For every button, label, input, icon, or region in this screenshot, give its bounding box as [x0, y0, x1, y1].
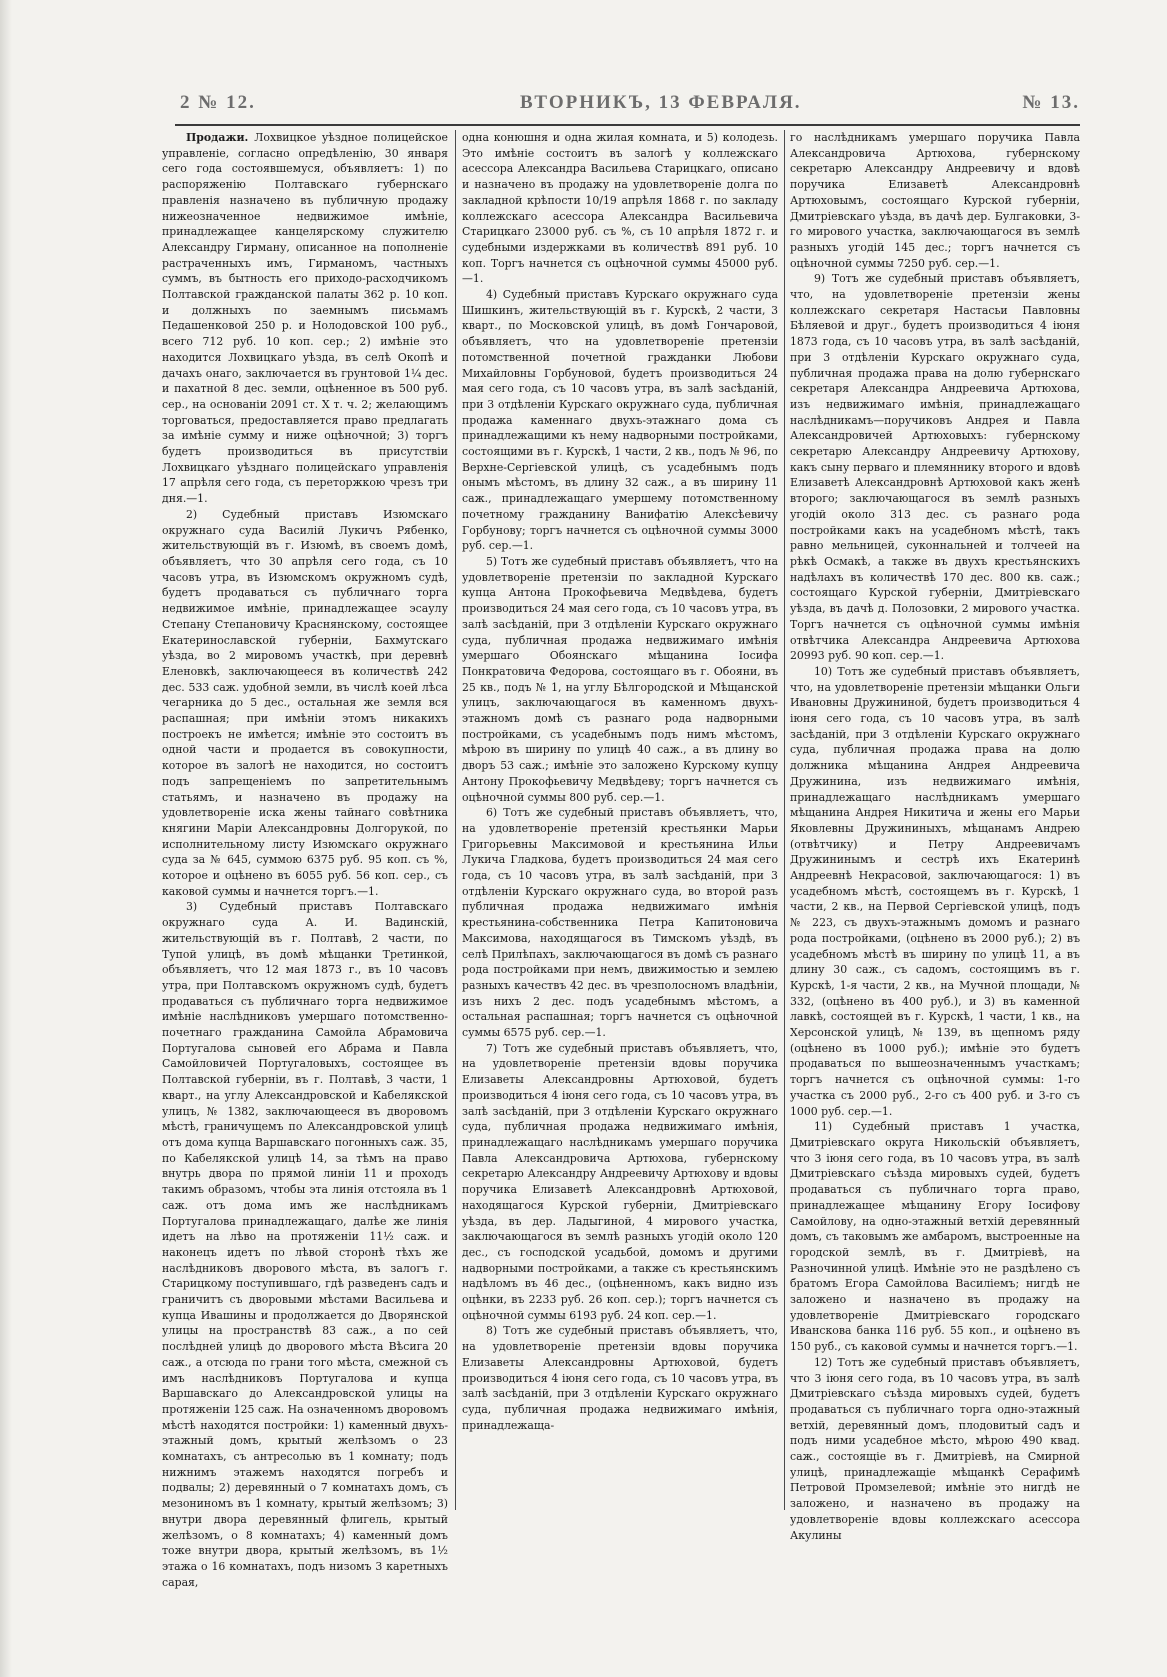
header-page-number: 2 № 12. — [180, 92, 256, 113]
header-date: ВТОРНИКЪ, 13 ФЕВРАЛЯ. — [520, 92, 802, 113]
text-column-1 — [162, 130, 448, 1589]
announcement-text: 5) Тотъ же судебный приставъ объявляетъ, что на удовлетвореніе претензіи по закладной Курскаго купца Антона Прокофьевича Медвѣдева, будетъ производиться 24 мая сего года, съ 10 часовъ утра, въ залѣ засѣданій, при 3 отдѣленіи Курскаго окружнаго суда, публичная продажа недвижимаго имѣнія умершаго Обоянскаго мѣщанина Іосифа Понкратовича Федорова, состоящаго въ г. Обояни, въ 25 кв., подъ № 1, на углу Бѣлгородской и Мѣщанской улицъ, заключающагося въ каменномъ двухъ-этажномъ домѣ съ разнаго рода надворными постройками, съ усадебнымъ подъ нимъ мѣстомъ, мѣрою въ ширину по улицѣ 40 саж., а въ длину во дворъ 53 саж.; имѣніе это заложено Курскому купцу Антону Прокофьевичу Медвѣдеву; торгъ начнется съ оцѣночной суммы 800 руб. сер.—1. — [462, 554, 778, 804]
announcement-paragraph — [462, 1323, 778, 1433]
section-lead: Продажи. — [186, 131, 255, 144]
announcement-text: 10) Тотъ же судебный приставъ объявляетъ, что, на удовлетвореніе претензіи мѣщанки Ольги Ивановны Дружининой, будетъ производиться 4 іюня сего года, съ 10 часовъ утра, въ залѣ засѣданій, при 3 отдѣленіи Курскаго окружнаго суда, публичная продажа права на долю должника мѣщанина Андрея Андреевича Дружинина, изъ недвижимаго имѣнія, принадлежащаго наслѣдникамъ умершаго мѣщанина Андрея Никитича и жены его Марьи Яковлевны Дружининыхъ, мѣщанамъ Андрею (отвѣтчику) и Петру Андреевичамъ Дружининымъ и сестрѣ ихъ Екатеринѣ Андреевнѣ Некрасовой, заключающагося: 1) въ усадебномъ мѣстѣ, состоящемъ въ г. Курскѣ, 1 части, 2 кв., на Первой Сергіевской улицѣ, подъ № 223, съ двухъ-этажнымъ домомъ и разнаго рода постройками, (оцѣнено въ 2000 руб.); 2) въ усадебномъ мѣстѣ въ ширину по улицѣ 11, а въ длину 30 саж., съ садомъ, состоящимъ въ г. Курскѣ, 1-я части, 2 кв., на Мучной площади, № 332, (оцѣнено въ 400 руб.), и 3) въ каменной лавкѣ, состоящей въ г. Курскѣ, 1 части, 1 кв., на Херсонской улицѣ, № 139, въ щепномъ ряду (оцѣнено въ 1000 руб.); имѣніе это будетъ продаваться по вышеозначеннымъ участкамъ; торгъ начнется съ оцѣночной суммы: 1-го участка съ 2000 руб., 2-го съ 400 руб. и 3-го съ 1000 руб. сер.—1. — [790, 664, 1080, 1118]
column-divider — [784, 130, 785, 1510]
announcement-text: 6) Тотъ же судебный приставъ объявляетъ, что, на удовлетвореніе претензій крестьянки Марьи Григорьевны Максимовой и крестьянина Ильи Лукича Гладкова, будетъ производиться 24 мая сего года, съ 10 часовъ утра, въ залѣ засѣданій, при 3 отдѣленіи Курскаго окружнаго суда, во второй разъ публичная продажа недвижимаго имѣнія крестьянина-собственника Петра Капитоновича Максимова, находящагося въ Тимскомъ уѣздѣ, въ селѣ Прилѣпахъ, заключающагося въ домѣ съ разнаго рода постройками при немъ, движимостью и землею разныхъ качествъ 42 дес. въ чрезполосномъ владѣніи, изъ нихъ 2 дес. подъ усадебнымъ мѣстомъ, а остальная распашная; торгъ начнется съ оцѣночной суммы 6575 руб. сер.—1. — [462, 806, 778, 1040]
text-column-2 — [462, 130, 778, 1510]
announcement-text: 12) Тотъ же судебный приставъ объявляетъ, что 3 іюня сего года, въ 10 часовъ утра, въ залѣ Дмитріевскаго съѣзда мировыхъ судей, будетъ продаваться съ публичнаго торга одно-этажный ветхій, деревянный домъ, плодовитый садъ и подъ ними усадебное мѣсто, мѣрою 490 квад. саж., состоящіе въ г. Дмитріевѣ, на Смирной улицѣ, принадлежащіе мѣщанкѣ Серафимѣ Петровой Промзелевой; имѣніе это нигдѣ не заложено, и назначено въ продажу на удовлетвореніе вдовы коллежскаго асессора Акулины — [790, 1355, 1080, 1542]
column-divider — [455, 130, 456, 1510]
announcement-text: Лохвицкое уѣздное полицейское управленіе, согласно опредѣленію, 30 января сего года состоявшемуся, объявляетъ: 1) по распоряженію Полтавскаго губернскаго правленія назначено въ публичную продажу нижеозначенное недвижимое имѣніе, принадлежащее канцелярскому служителю Александру Гирману, описанное на пополненіе растраченныхъ имъ, Гирманомъ, частныхъ суммъ, въ бытность его приходо-расходчикомъ Полтавской гражданской палаты 362 р. 10 коп. и должныхъ по заемнымъ письмамъ Педашенковой 250 р. и Нолодовской 100 руб., всего 712 руб. 10 коп. сер.; 2) имѣніе это находится Лохвицкаго уѣзда, въ селѣ Окопѣ и дачахъ онаго, заключается въ грунтовой 1¼ дес. и пахатной 8 дес. земли, оцѣненное въ 500 руб. сер., на основаніи 2091 ст. X т. ч. 2; желающимъ торговаться, предоставляется право предлагать за имѣніе сумму и ниже оцѣночной; 3) торгъ будетъ производиться въ присутствіи Лохвицкаго уѣзднаго полицейскаго управленія 17 апрѣля сего года, съ переторжкою чрезъ три дня.—1. — [162, 131, 448, 506]
text-column-3 — [790, 130, 1080, 1542]
announcement-text: 9) Тотъ же судебный приставъ объявляетъ, что, на удовлетвореніе претензіи жены коллежскаго секретаря Настасьи Павловны Бѣляевой и друг., будетъ производиться 4 іюня 1873 года, съ 10 часовъ утра, въ залѣ засѣданій, при 3 отдѣленіи Курскаго окружнаго суда, публичная продажа права на долю губернскаго секретаря Александра Андреевича Артюхова, изъ недвижимаго имѣнія, принадлежащаго наслѣдникамъ—поручиковъ Андрея и Павла Александровичей Артюховыхъ: губернскому секретарю Александру Андреевичу Артюхову, какъ сыну перваго и племяннику второго и вдовѣ Елизаветѣ Александровнѣ Артюховой какъ женѣ второго; заключающагося въ землѣ разныхъ угодій около 313 дес. съ разнаго рода постройками какъ на усадебномъ мѣстѣ, такъ равно мельницей, суконнальней и толчеей на рѣкѣ Осмакѣ, а также въ двухъ крестьянскихъ надѣлахъ въ количествѣ 170 дес. 800 кв. саж.; состоящаго Курской губерніи, Дмитріевскаго уѣзда, въ дачѣ д. Полозовки, 2 мирового участка. Торгъ начнется съ оцѣночной суммы имѣнія отвѣтчика Александра Андреевича Артюхова 20993 руб. 90 коп. сер.—1. — [790, 272, 1080, 663]
announcement-paragraph — [462, 554, 778, 805]
announcement-text: 3) Судебный приставъ Полтавскаго окружнаго суда А. И. Вадинскій, жительствующій въ г. Полтавѣ, 2 части, по Тупой улицѣ, въ домѣ мѣщанки Третинкой, объявляетъ, что 12 мая 1873 г., въ 10 часовъ утра, при Полтавскомъ окружномъ судѣ, будетъ продаваться съ публичнаго торга недвижимое имѣніе наслѣдниковъ умершаго потомственно-почетнаго гражданина Самойла Абрамовича Португалова сыновей его Абрама и Павла Самойловичей Португаловыхъ, состоящее въ Полтавской губерніи, въ г. Полтавѣ, 3 части, 1 кварт., на углу Александровской и Кабелякской улицъ, № 1382, заключающееся въ дворовомъ мѣстѣ, граничущемъ по Александровской улицѣ отъ дома купца Варшавскаго погонныхъ саж. 35, по Кабелякской улицѣ 14, за тѣмъ на право внутрь двора по прямой линіи 11 и проходъ такимъ образомъ, чтобы эта линія отстояла въ 1 саж. отъ дома имъ же наслѣдникамъ Португалова принадлежащаго, далѣе же линія идетъ на лѣво на протяженіи 11½ саж. и наконецъ идетъ по лѣвой сторонѣ тѣхъ же наслѣдниковъ дворового мѣста, въ залогъ г. Старицкому поступившаго, гдѣ разведенъ садъ и граничитъ съ дворовыми мѣстами Васильева и купца Ивашины и продолжается до Дворянской улицы на пространствѣ 83 саж., а по сей послѣдней улицѣ до дворового мѣста Вѣсига 20 саж., а отсюда по грани того мѣста, смежной съ имъ наслѣдниковъ Португалова и купца Варшавскаго до Александровской улицы на протяженіи 125 саж. На означенномъ дворовомъ мѣстѣ находятся постройки: 1) каменный двухъ-этажный домъ, крытый желѣзомъ о 23 комнатахъ, съ антресолью въ 1 комнату; подъ нижнимъ этажемъ находятся погребъ и подвалы; 2) деревянный о 7 комнатахъ домъ, съ мезониномъ въ 1 комнату, крытый желѣзомъ; 3) внутри двора деревянный флигель, крытый желѣзомъ, о 8 комнатахъ; 4) каменный домъ тоже внутри двора, крытый желѣзомъ, въ 1½ этажа о 16 комнатахъ, подъ низомъ 3 каретныхъ сарая, — [162, 900, 448, 1589]
announcement-paragraph — [790, 1355, 1080, 1543]
announcement-paragraph — [790, 664, 1080, 1119]
announcement-text: одна конюшня и одна жилая комната, и 5) колодезь. Это имѣніе состоитъ въ залогѣ у коллежскаго асессора Александра Васильева Старицкаго, описано и назначено въ продажу на удовлетвореніе долга по закладной крѣпости 10/19 апрѣля 1868 г. по закладу коллежскаго асессора Александра Васильевича Старицкаго 23000 руб. съ %, съ 10 апрѣля 1872 г. и судебными издержками въ количествѣ 891 руб. 10 коп. Торгъ начнется съ оцѣночной суммы 45000 руб.—1. — [462, 131, 778, 286]
announcement-paragraph — [162, 130, 448, 507]
announcement-text: 11) Судебный приставъ 1 участка, Дмитріевскаго округа Никольскій объявляетъ, что 3 іюня сего года, въ 10 часовъ утра, въ залѣ Дмитріевскаго съѣзда мировыхъ судей, будетъ продаваться съ публичнаго торга право, принадлежащее мѣщанину Егору Іосифову Самойлову, на одно-этажный ветхій деревянный домъ, съ таковымъ же амбаромъ, выстроенные на городской землѣ, въ г. Дмитріевѣ, на Разночинной улицѣ. Имѣніе это не раздѣлено съ братомъ Егора Самойлова Василіемъ; нигдѣ не заложено и назначено въ продажу на удовлетвореніе Дмитріевскаго городскаго Иванскова банка 116 руб. 55 коп., и оцѣнено въ 150 руб., съ каковой суммы и начнется торгъ.—1. — [790, 1120, 1080, 1354]
header-rule — [175, 124, 1080, 126]
announcement-paragraph — [462, 287, 778, 554]
page-fold-shadow — [0, 0, 12, 1677]
announcement-text: 4) Судебный приставъ Курскаго окружнаго суда Шишкинъ, жительствующій въ г. Курскѣ, 2 части, 3 кварт., по Московской улицѣ, въ домѣ Гончаровой, объявляетъ, что на удовлетвореніе претензіи потомственной почетной гражданки Любови Михайловны Горбуновой, будетъ производиться 24 мая сего года, съ 10 часовъ утра, въ залѣ засѣданій, при 3 отдѣленіи Курскаго окружнаго суда, публичная продажа каменнаго двухъ-этажнаго дома съ принадлежащими къ нему надворными постройками, состоящими въ г. Курскѣ, 1 части, 2 кв., подъ № 96, по Верхне-Сергіевской улицѣ, съ усадебнымъ подъ онымъ мѣстомъ, въ длину 32 саж., а въ ширину 11 саж., принадлежащаго умершему потомственному почетному гражданину Ванифатію Алексѣевичу Горбунову; торгъ начнется съ оцѣночной суммы 3000 руб. сер.—1. — [462, 288, 778, 553]
announcement-paragraph — [462, 1041, 778, 1324]
announcement-paragraph — [790, 271, 1080, 664]
announcement-text: 8) Тотъ же судебный приставъ объявляетъ, что, на удовлетвореніе претензіи вдовы поручика Елизаветы Александровны Артюховой, будетъ производиться 4 іюня сего года, съ 10 часовъ утра, въ залѣ засѣданій, при 3 отдѣленіи Курскаго окружнаго суда, публичная продажа недвижимаго имѣнія, принадлежаща- — [462, 1324, 778, 1432]
header-issue-number: № 13. — [1022, 92, 1080, 113]
announcement-paragraph — [162, 899, 448, 1590]
announcement-text: 7) Тотъ же судебный приставъ объявляетъ, что, на удовлетвореніе претензіи вдовы поручика Елизаветы Александровны Артюховой, будетъ производиться 4 іюня сего года, съ 10 часовъ утра, въ залѣ засѣданій, при 3 отдѣленіи Курскаго окружнаго суда, публичная продажа недвижимаго имѣнія, принадлежащаго наслѣдникамъ умершаго поручика Павла Александровича Артюхова, губернскому секретарю Александру Андреевичу Артюхову и вдовы поручика Елизаветѣ Александровнѣ Артюховой, находящагося Курской губерніи, Дмитріевскаго уѣзда, въ дер. Ладыгиной, 4 мирового участка, заключающагося въ землѣ разныхъ угодій около 120 дес., съ господской усадьбой, домомъ и другими надворными постройками, а также съ крестьянскимъ надѣломъ въ 46 дес., (оцѣненномъ, какъ видно изъ оцѣнки, въ 2233 руб. 26 коп. сер.); торгъ начнется съ оцѣночной суммы 6193 руб. 24 коп. сер.—1. — [462, 1041, 778, 1322]
announcement-text: го наслѣдникамъ умершаго поручика Павла Александровича Артюхова, губернскому секретарю Александру Андреевичу и вдовѣ поручика Елизаветѣ Александровнѣ Артюховымъ, состоящаго Курской губерніи, Дмитріевскаго уѣзда, въ дачѣ дер. Булгаковки, 3-го мирового участка, заключающагося въ землѣ разныхъ угодій 145 дес.; торгъ начнется съ оцѣночной суммы 7250 руб. сер.—1. — [790, 131, 1080, 270]
announcement-paragraph — [462, 130, 778, 287]
announcement-paragraph — [462, 805, 778, 1041]
announcement-paragraph — [790, 130, 1080, 271]
announcement-text: 2) Судебный приставъ Изюмскаго окружнаго суда Василій Лукичъ Рябенко, жительствующій въ г. Изюмѣ, въ своемъ домѣ, объявляетъ, что 30 апрѣля сего года, съ 10 часовъ утра, въ Изюмскомъ окружномъ судѣ, будетъ продаваться съ публичнаго торга недвижимое имѣніе, принадлежащее эсаулу Степану Степановичу Краснянскому, состоящее Екатеринославской губерніи, Бахмутскаго уѣзда, во 2 мировомъ участкѣ, при деревнѣ Еленовкѣ, заключающееся въ количествѣ 242 дес. 533 саж. удобной земли, въ числѣ коей лѣса чегарника до 5 дес., остальная же земля вся распашная; при имѣніи этомъ никакихъ построекъ не имѣется; имѣніе это состоитъ въ одной части и продается въ совокупности, которое въ залогѣ не находится, но состоитъ подъ запрещеніемъ по запретительнымъ статьямъ, и назначено въ продажу на удовлетвореніе иска жены тайнаго совѣтника княгини Маріи Александровны Долгорукой, по исполнительному листу Изюмскаго окружнаго суда за № 645, суммою 6375 руб. 95 коп. съ %, которое и оцѣнено въ 6055 руб. 56 коп. сер., съ каковой суммы и начнется торгъ.—1. — [162, 507, 448, 898]
page-header — [180, 92, 1080, 118]
announcement-paragraph — [162, 507, 448, 900]
announcement-paragraph — [790, 1119, 1080, 1355]
